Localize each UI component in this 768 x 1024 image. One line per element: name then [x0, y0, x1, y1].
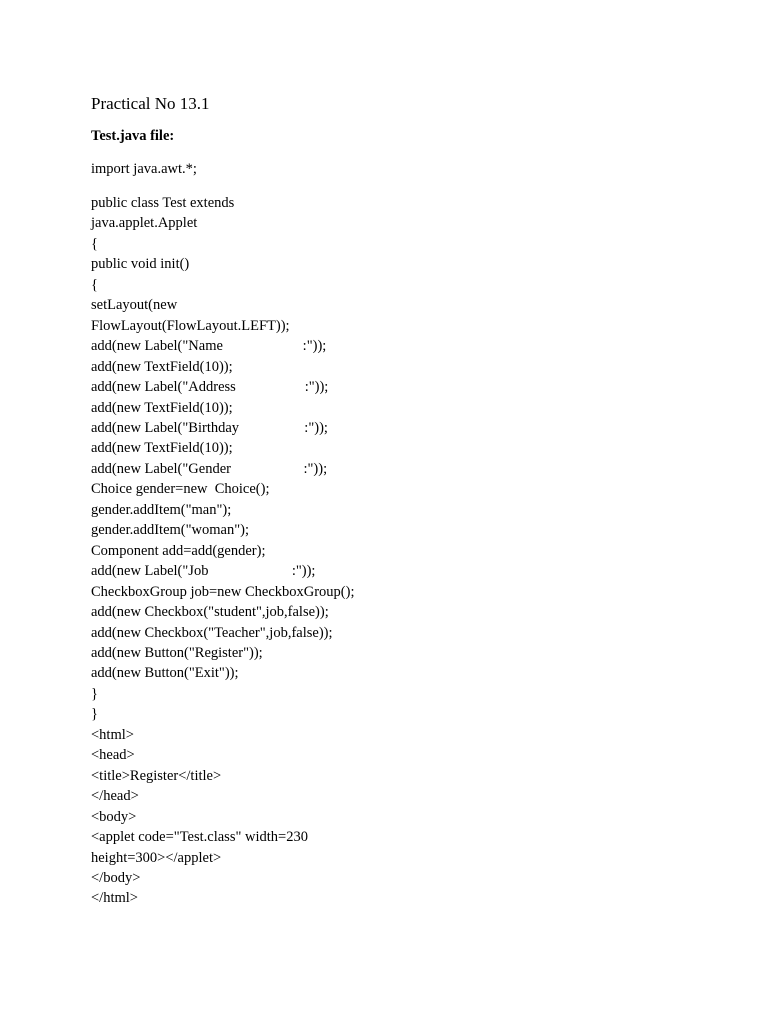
import-line: import java.awt.*; — [91, 161, 197, 177]
code-line: public void init() — [91, 256, 190, 273]
code-line: add(new TextField(10)); — [91, 358, 233, 375]
code-line: <applet code="Test.class" width=230 — [91, 829, 308, 846]
code-line: Choice gender=new Choice(); — [91, 481, 270, 498]
code-line: add(new Checkbox("Teacher",job,false)); — [91, 624, 333, 641]
document-content — [91, 92, 711, 909]
code-line: public class Test extends — [91, 195, 235, 211]
code-line: </head> — [91, 788, 139, 805]
code-line: setLayout(new — [91, 297, 178, 314]
code-line: <head> — [91, 747, 135, 764]
code-line: gender.addItem("man"); — [91, 501, 232, 518]
code-line: add(new Label("Gender :")); — [91, 460, 328, 477]
code-line: } — [91, 685, 98, 702]
code-line: </body> — [91, 869, 141, 886]
code-line: add(new TextField(10)); — [91, 440, 233, 457]
code-line: add(new TextField(10)); — [91, 399, 233, 416]
code-line: add(new Button("Register")); — [91, 644, 263, 661]
code-line: <body> — [91, 808, 137, 825]
code-listing — [91, 193, 711, 909]
file-heading: Test.java file: — [91, 128, 175, 144]
code-line: </html> — [91, 890, 138, 907]
code-line: gender.addItem("woman"); — [91, 522, 249, 539]
code-line: } — [91, 706, 98, 723]
code-line: add(new Label("Name :")); — [91, 338, 327, 355]
code-line: FlowLayout(FlowLayout.LEFT)); — [91, 317, 290, 334]
code-line: java.applet.Applet — [91, 215, 198, 232]
code-line: add(new Button("Exit")); — [91, 665, 239, 682]
code-line: <title>Register</title> — [91, 767, 222, 784]
code-line: height=300></applet> — [91, 849, 222, 866]
code-line: <html> — [91, 726, 134, 743]
code-line: add(new Label("Birthday :")); — [91, 419, 328, 436]
code-line: Component add=add(gender); — [91, 542, 266, 559]
code-line: CheckboxGroup job=new CheckboxGroup(); — [91, 583, 355, 600]
page-title: Practical No 13.1 — [91, 94, 210, 113]
code-line: add(new Label("Address :")); — [91, 379, 329, 396]
code-line: add(new Label("Job :")); — [91, 563, 316, 580]
code-line: { — [91, 235, 98, 252]
code-line: add(new Checkbox("student",job,false)); — [91, 604, 329, 621]
code-line: { — [91, 276, 98, 293]
